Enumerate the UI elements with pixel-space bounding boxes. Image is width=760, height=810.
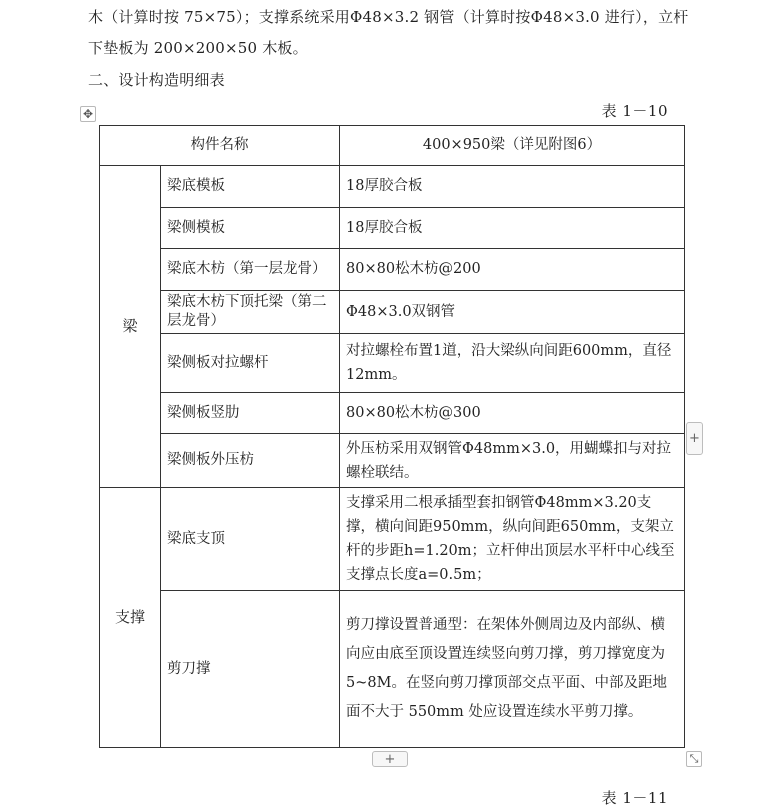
table-row	[100, 393, 685, 434]
component-spec-cell: 18厚胶合板	[340, 166, 685, 208]
table-header-row	[100, 126, 685, 166]
table-move-handle-icon[interactable]: ✥	[80, 106, 96, 122]
table-row	[100, 334, 685, 393]
component-name-cell: 梁底支顶	[161, 488, 340, 591]
component-name-cell: 剪刀撑	[161, 591, 340, 748]
component-spec-cell: 外压枋采用双钢管Φ48mm×3.0，用蝴蝶扣与对拉螺栓联结。	[340, 434, 685, 488]
table-caption-bottom: 表 1－11	[601, 789, 668, 807]
header-component-name: 构件名称	[100, 126, 340, 166]
table-row	[100, 488, 685, 591]
component-name-cell: 梁侧板对拉螺杆	[161, 334, 340, 393]
table-row	[100, 166, 685, 208]
component-spec-cell: 80×80松木枋@300	[340, 393, 685, 434]
table-row	[100, 291, 685, 334]
paragraph-line-1: 木（计算时按 75×75）；支撑系统采用Φ48×3.2 钢管（计算时按Φ48×3.0 进行），立杆	[88, 8, 689, 26]
component-name-cell: 梁侧模板	[161, 208, 340, 249]
component-name-cell: 梁侧板竖肋	[161, 393, 340, 434]
component-name-cell: 梁底木枋下顶托梁（第二层龙骨）	[161, 291, 340, 334]
add-row-button[interactable]: +	[372, 751, 408, 767]
table-row	[100, 434, 685, 488]
table-resize-handle-icon[interactable]: ⤡	[686, 751, 702, 767]
paragraph-line-2: 下垫板为 200×200×50 木板。	[88, 39, 308, 57]
group-label-support: 支撑	[100, 488, 161, 748]
component-name-cell: 梁侧板外压枋	[161, 434, 340, 488]
component-spec-cell: Φ48×3.0双钢管	[340, 291, 685, 334]
table-caption-top: 表 1－10	[601, 102, 668, 120]
table-row	[100, 591, 685, 748]
table-row	[100, 208, 685, 249]
component-spec-cell: 支撑采用二根承插型套扣钢管Φ48mm×3.20支撑，横向间距950mm，纵向间距650mm，支架立杆的步距h=1.20m；立杆伸出顶层水平杆中心线至支撑点长度a=0.5m；	[340, 488, 685, 591]
table-row	[100, 249, 685, 291]
add-column-button[interactable]: +	[686, 422, 703, 455]
component-name-cell: 梁底模板	[161, 166, 340, 208]
header-beam-spec: 400×950梁（详见附图6）	[340, 126, 685, 166]
group-label-beam: 梁	[100, 166, 161, 488]
component-spec-cell: 对拉螺栓布置1道，沿大梁纵向间距600mm，直径12mm。	[340, 334, 685, 393]
component-spec-cell: 80×80松木枋@200	[340, 249, 685, 291]
section-heading: 二、设计构造明细表	[88, 71, 225, 89]
component-spec-cell: 18厚胶合板	[340, 208, 685, 249]
design-spec-table	[99, 125, 685, 748]
component-name-cell: 梁底木枋（第一层龙骨）	[161, 249, 340, 291]
component-spec-cell: 剪刀撑设置普通型：在架体外侧周边及内部纵、横向应由底至顶设置连续竖向剪刀撑，剪刀撑宽度为 5~8M。在竖向剪刀撑顶部交点平面、中部及距地面不大于 550mm 处应设置连续水平剪刀撑。	[340, 591, 685, 748]
